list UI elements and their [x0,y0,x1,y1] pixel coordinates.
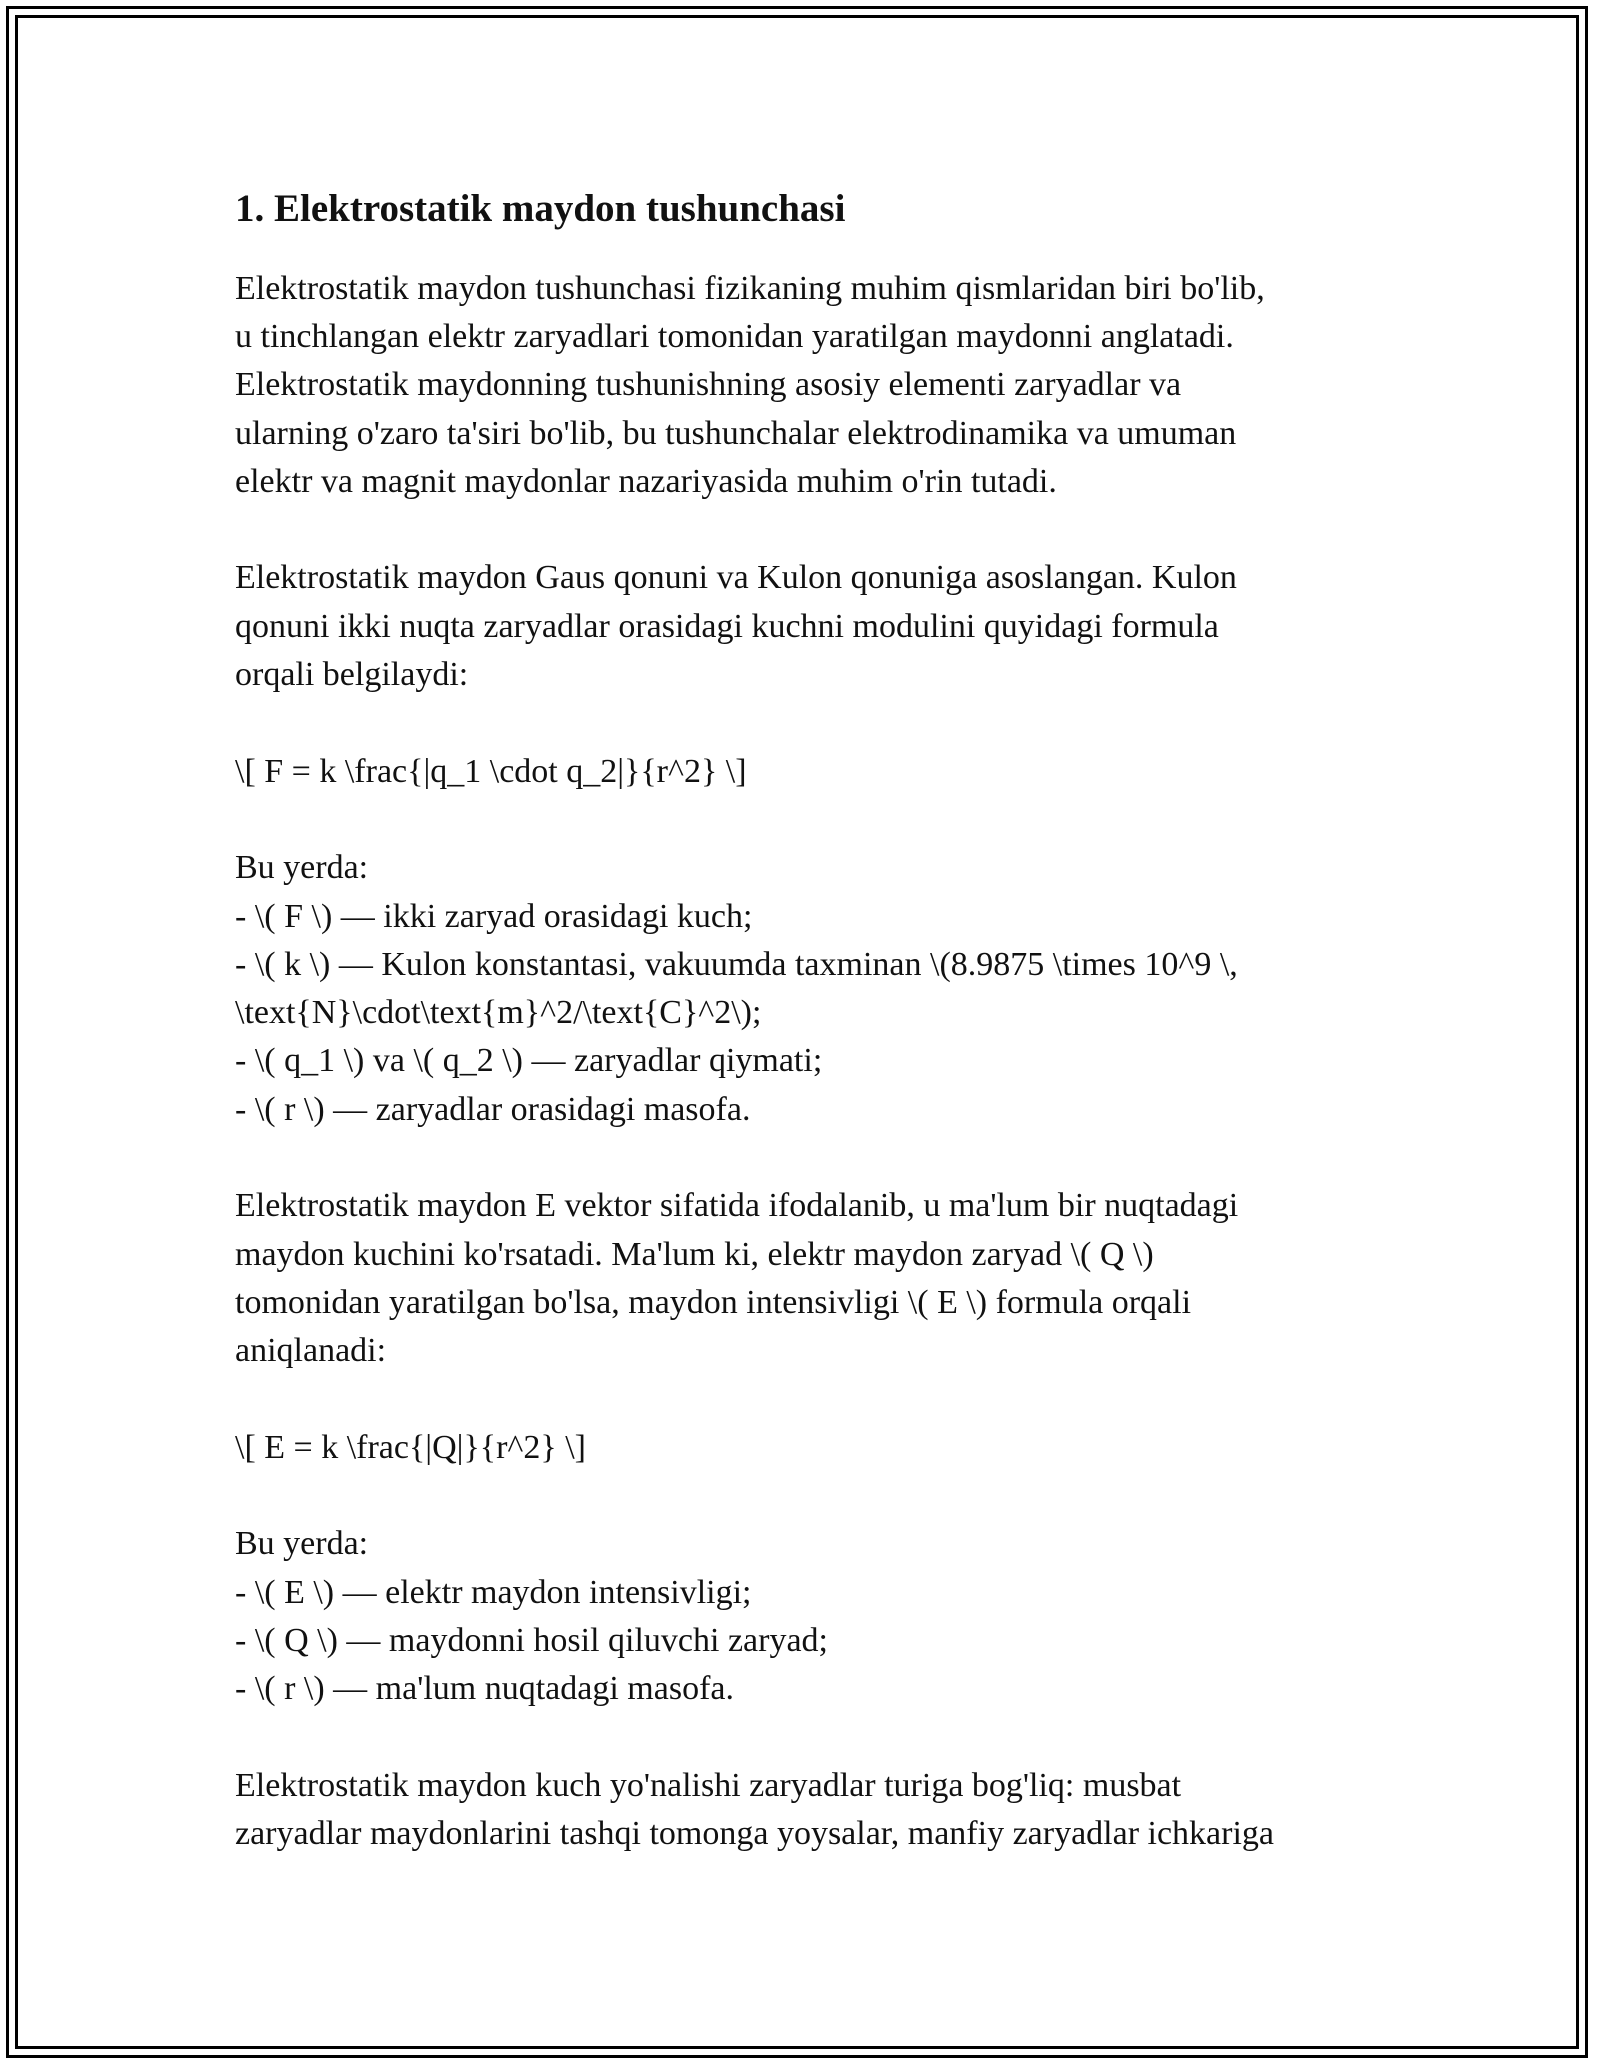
paragraph-gap [235,796,1385,844]
text-line: tomonidan yaratilgan bo'lsa, maydon intensivligi \( E \) formula orqali [235,1283,1192,1321]
section-heading: 1. Elektrostatik maydon tushunchasi [235,187,846,230]
text-line: - \( r \) — ma'lum nuqtadagi masofa. [235,1670,734,1708]
text-line: \text{N}\cdot\text{m}^2/\text{C}^2\); [235,994,762,1032]
text-line: aniqlanadi: [235,1332,387,1370]
text-line: Bu yerda: [235,1525,369,1563]
text-line: Elektrostatik maydon E vektor sifatida ifodalanib, u ma'lum bir nuqtadagi [235,1187,1239,1225]
paragraph-gap [235,506,1385,554]
text-line: \[ E = k \frac{|Q|}{r^2} \] [235,1428,586,1466]
text-line: - \( F \) — ikki zaryad orasidagi kuch; [235,897,753,935]
text-line: qonuni ikki nuqta zaryadlar orasidagi kuchni modulini quyidagi formula [235,607,1219,645]
text-line: orqali belgilaydi: [235,656,469,694]
text-line: Elektrostatik maydon tushunchasi fizikaning muhim qismlaridan biri bo'lib, [235,269,1265,307]
text-line: - \( E \) — elektr maydon intensivligi; [235,1573,752,1611]
text-line: - \( r \) — zaryadlar orasidagi masofa. [235,1090,751,1128]
text-line: zaryadlar maydonlarini tashqi tomonga yoysalar, manfiy zaryadlar ichkariga [235,1815,1275,1853]
text-line: Elektrostatik maydon Gaus qonuni va Kulon qonuniga asoslangan. Kulon [235,559,1237,597]
paragraph-gap [235,1376,1385,1424]
text-line: u tinchlangan elektr zaryadlari tomonidan yaratilgan maydonni anglatadi. [235,317,1234,355]
text-line: ularning o'zaro ta'siri bo'lib, bu tushunchalar elektrodinamika va umuman [235,414,1237,452]
text-line: elektr va magnit maydonlar nazariyasida muhim o'rin tutadi. [235,462,1057,500]
text-line: Bu yerda: [235,849,369,887]
text-line: - \( q_1 \) va \( q_2 \) — zaryadlar qiymati; [235,1042,823,1080]
text-line: - \( k \) — Kulon konstantasi, vakuumda taxminan \(8.9875 \times 10^9 \, [235,945,1238,983]
paragraph-gap [235,1714,1385,1762]
text-line: Elektrostatik maydon kuch yo'nalishi zaryadlar turiga bog'liq: musbat [235,1766,1182,1804]
paragraph-gap [235,1134,1385,1182]
text-line: - \( Q \) — maydonni hosil qiluvchi zaryad; [235,1622,828,1659]
paragraph-gap [235,1472,1385,1520]
text-line: \[ F = k \frac{|q_1 \cdot q_2|}{r^2} \] [235,752,747,790]
paragraph-gap [235,699,1385,747]
document-text [235,265,1385,1859]
text-line: maydon kuchini ko'rsatadi. Ma'lum ki, elektr maydon zaryad \( Q \) [235,1235,1154,1273]
text-line: Elektrostatik maydonning tushunishning asosiy elementi zaryadlar va [235,366,1182,404]
document-body [235,184,1385,1858]
